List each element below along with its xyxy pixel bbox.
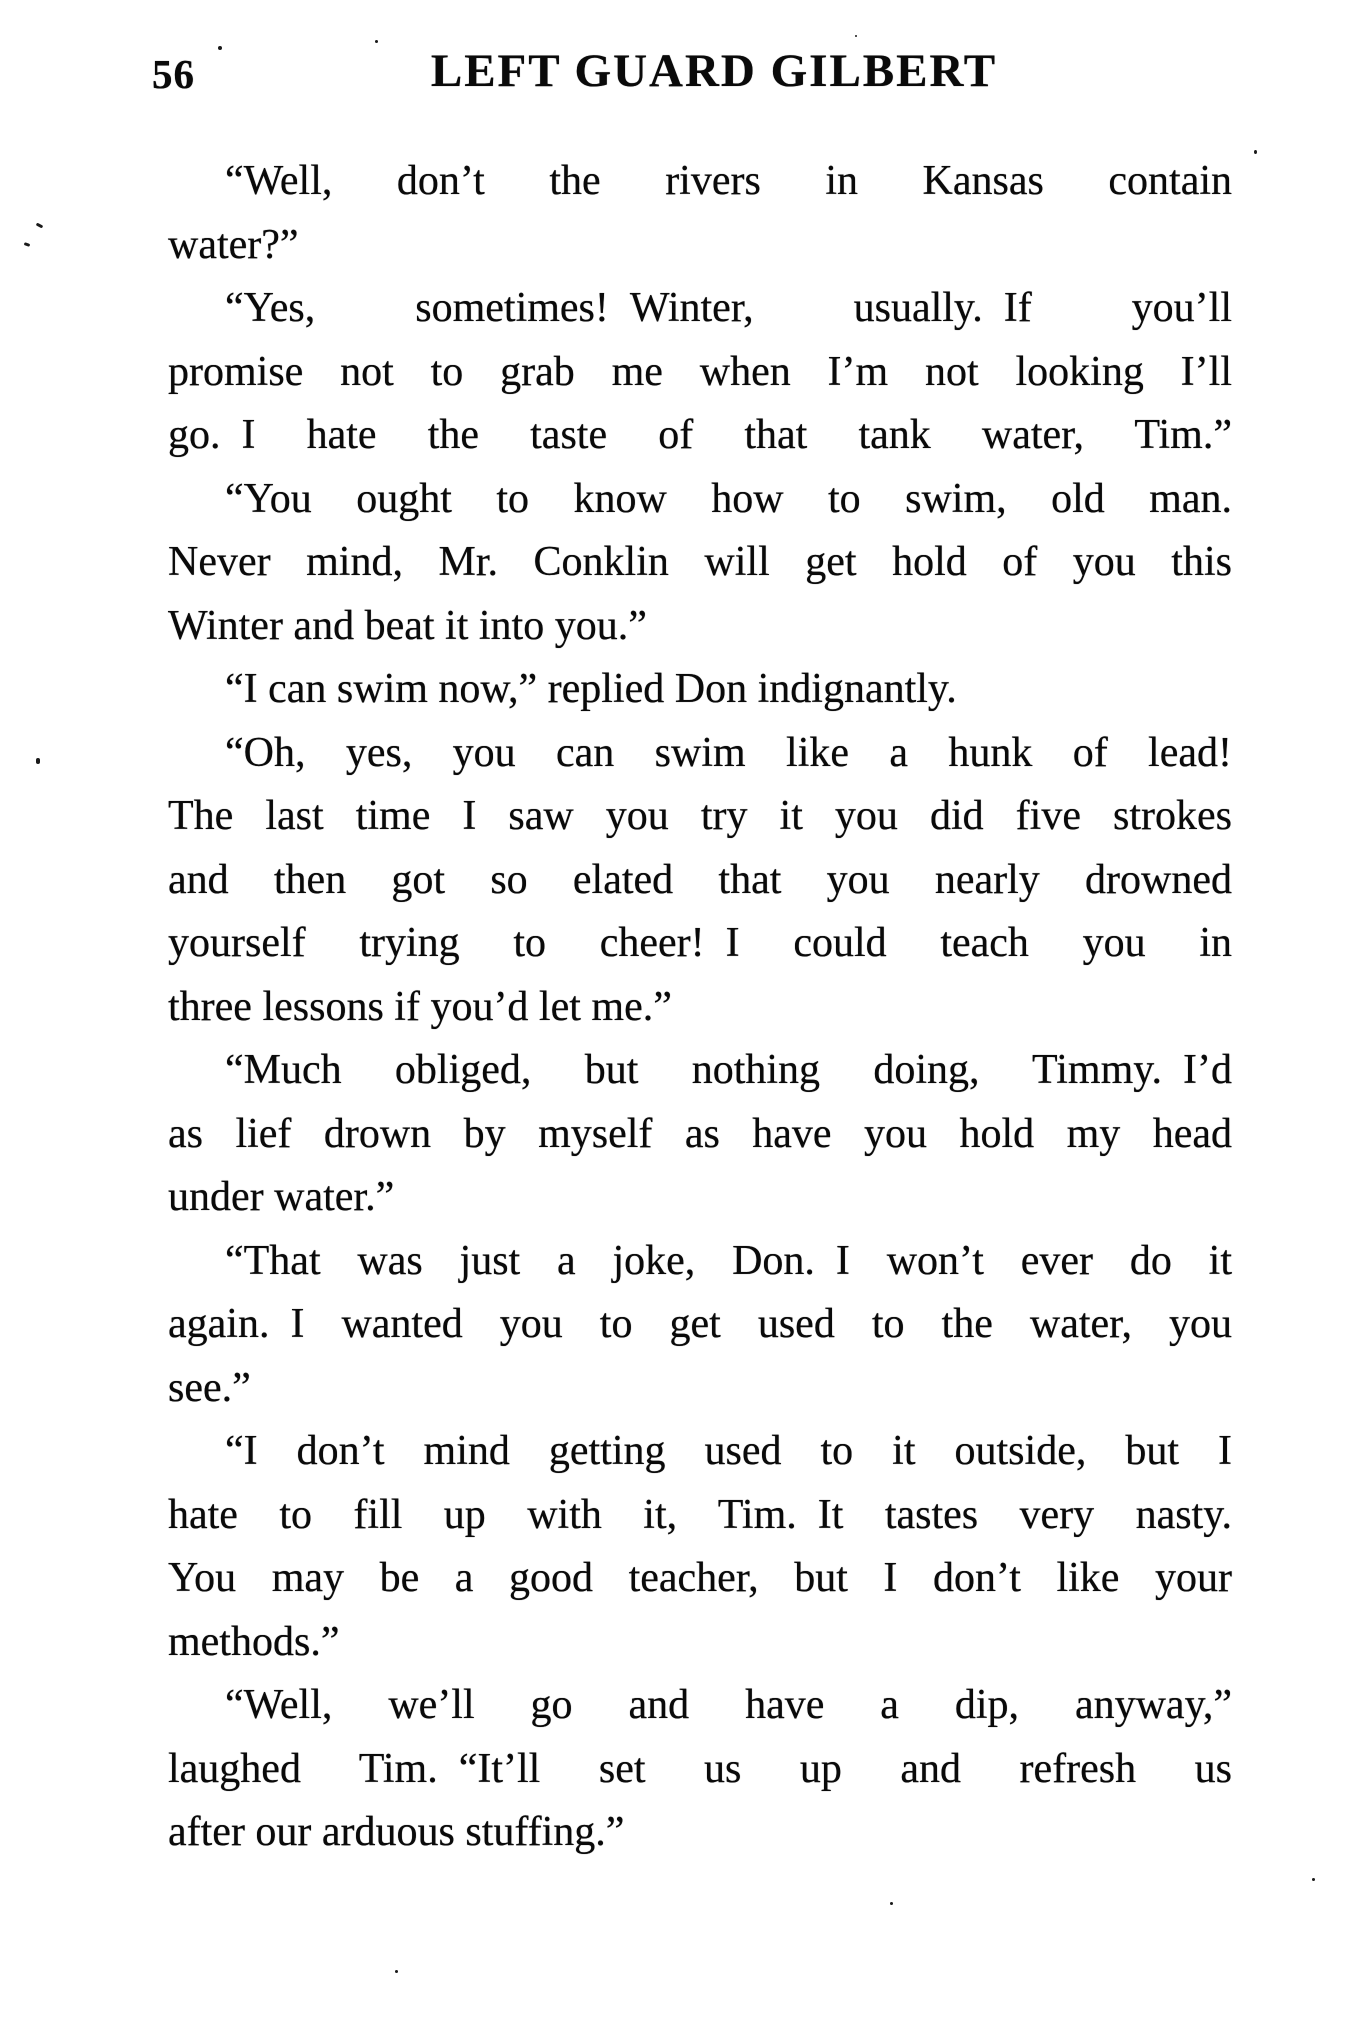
text-line: The last time I saw you try it you did five strokes [168,793,1232,839]
ink-speck [1254,150,1257,154]
running-title: LEFT GUARD GILBERT [430,45,998,97]
page-number: 56 [152,51,195,97]
text-line: after our arduous stuffing.” [168,1809,625,1855]
text-line: “I don’t mind getting used to it outside, but I [225,1428,1232,1474]
body-text [168,150,1232,1865]
text-line: Never mind, Mr. Conklin will get hold of you this [168,539,1232,585]
text-line: water?” [168,221,299,268]
ink-speck [395,1970,398,1973]
paragraph [168,1420,1232,1674]
text-line: “Well, don’t the rivers in Kansas contain [225,158,1232,204]
text-line: see.” [168,1364,251,1411]
ink-speck [24,242,31,247]
text-line: as lief drown by myself as have you hold my head [168,1110,1232,1157]
text-line: hate to fill up with it, Tim. It tastes very nasty. [168,1491,1232,1538]
text-line: “Much obliged, but nothing doing, Timmy. I’d [225,1047,1232,1093]
text-line: “I can swim now,” replied Don indignantly. [225,666,957,712]
text-line: under water.” [168,1174,395,1220]
paragraph [168,1230,1232,1421]
text-line: You may be a good teacher, but I don’t like your [168,1555,1232,1601]
ink-speck [890,1902,893,1905]
paragraph [168,722,1232,1040]
text-line: “Yes, sometimes! Winter, usually. If you’ll [225,285,1232,331]
text-line: three lessons if you’d let me.” [168,983,672,1030]
paragraph [168,277,1232,468]
text-line: “Well, we’ll go and have a dip, anyway,” [225,1682,1232,1728]
ink-speck [375,40,378,43]
text-line: yourself trying to cheer! I could teach you in [168,920,1232,966]
text-line: Winter and beat it into you.” [168,602,647,649]
text-line: laughed Tim. “It’ll set us up and refresh us [168,1745,1232,1792]
text-line: go. I hate the taste of that tank water, Tim.” [168,412,1232,458]
text-line: promise not to grab me when I’m not looking I’ll [168,348,1232,395]
text-line: “That was just a joke, Don. I won’t ever do it [225,1237,1232,1284]
paragraph [168,1039,1232,1230]
text-line: “Oh, yes, you can swim like a hunk of lead! [225,729,1232,776]
paragraph [168,468,1232,659]
text-line: “You ought to know how to swim, old man. [225,475,1232,522]
ink-speck [1312,1878,1315,1881]
text-line: methods.” [168,1618,340,1665]
ink-speck [218,46,222,50]
ink-speck [36,223,44,229]
text-line: again. I wanted you to get used to the water, you [168,1301,1232,1347]
paragraph [168,150,1232,277]
ink-speck [855,35,857,37]
ink-speck [36,758,40,764]
paragraph [168,658,1232,722]
page-header [152,44,1232,104]
paragraph [168,1674,1232,1865]
text-line: and then got so elated that you nearly drowned [168,856,1232,903]
